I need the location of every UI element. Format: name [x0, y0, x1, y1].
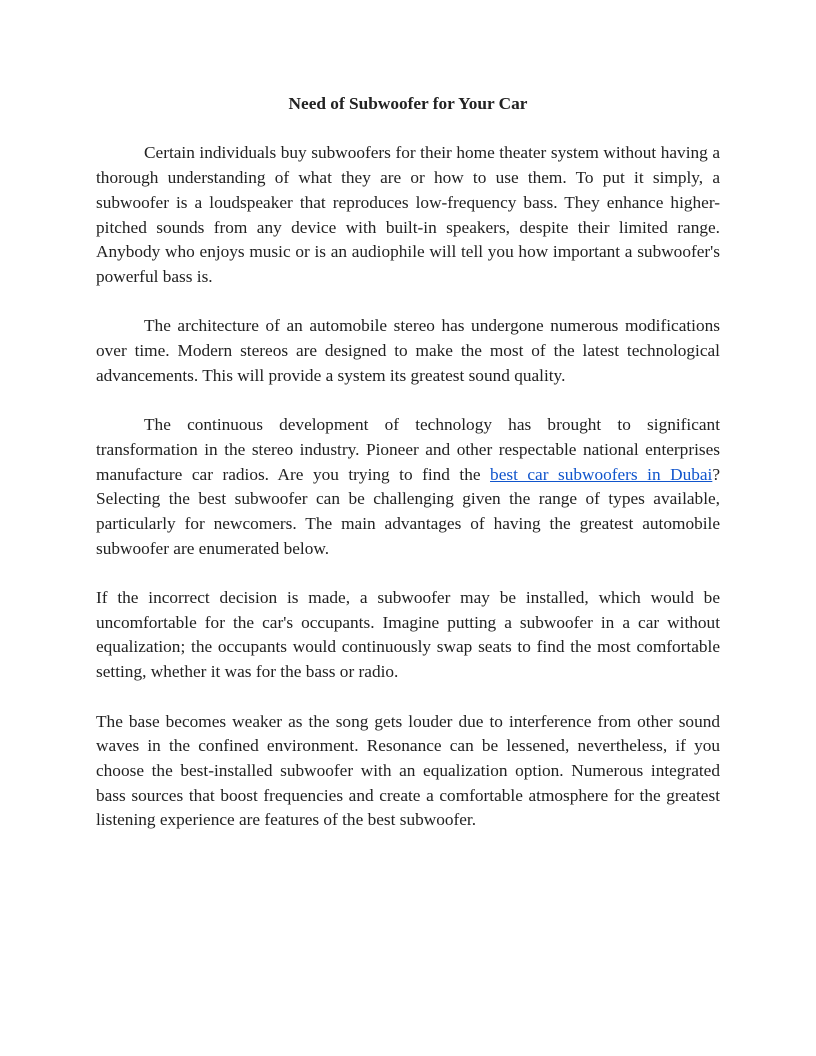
paragraph-development-text-2: ? Selecting the best subwoofer can be challenging given the range of types available, particularly for newcomers. The main advantages of having the greatest automobile subwoofer are enumerated below.	[96, 464, 720, 558]
best-car-subwoofers-link[interactable]: best car subwoofers in Dubai	[490, 464, 713, 484]
paragraph-development-text-1: The continuous development of technology has brought to significant transformation in the stereo industry. Pioneer and other respectable national enterprises manufacture car radios. Are you trying to find the	[96, 415, 720, 484]
document-title	[96, 92, 720, 117]
paragraph-development	[96, 413, 720, 561]
paragraph-bass-weaker: The base becomes weaker as the song gets louder due to interference from other sound waves in the confined environment. Resonance can be lessened, nevertheless, if you choose the best-installed subwoofer with an equalization option. Numerous integrated bass sources that boost frequencies and create a comfortable atmosphere for the greatest listening experience are features of the best subwoofer.	[96, 711, 720, 830]
paragraph-architecture: The architecture of an automobile stereo has undergone numerous modifications over time. Modern stereos are designed to make the most of the latest technological advancements. This will provide a system its greatest sound quality.	[96, 316, 720, 385]
paragraph-incorrect-decision: If the incorrect decision is made, a subwoofer may be installed, which would be uncomfortable for the car's occupants. Imagine putting a subwoofer in a car without equalization; the occupants would continuously swap seats to find the most comfortable setting, whether it was for the bass or radio.	[96, 588, 720, 682]
title-part-2: Subwoofer for Your Car	[349, 94, 528, 113]
document-page	[96, 92, 720, 858]
title-part-1: Need of	[288, 94, 345, 113]
paragraph-intro: Certain individuals buy subwoofers for their home theater system without having a thorough understanding of what they are or how to use them. To put it simply, a subwoofer is a loudspeaker that reproduces low-frequency bass. They enhance higher-pitched sounds from any device with built-in speakers, despite their limited range. Anybody who enjoys music or is an audiophile will tell you how important a subwoofer's powerful bass is.	[96, 143, 720, 286]
